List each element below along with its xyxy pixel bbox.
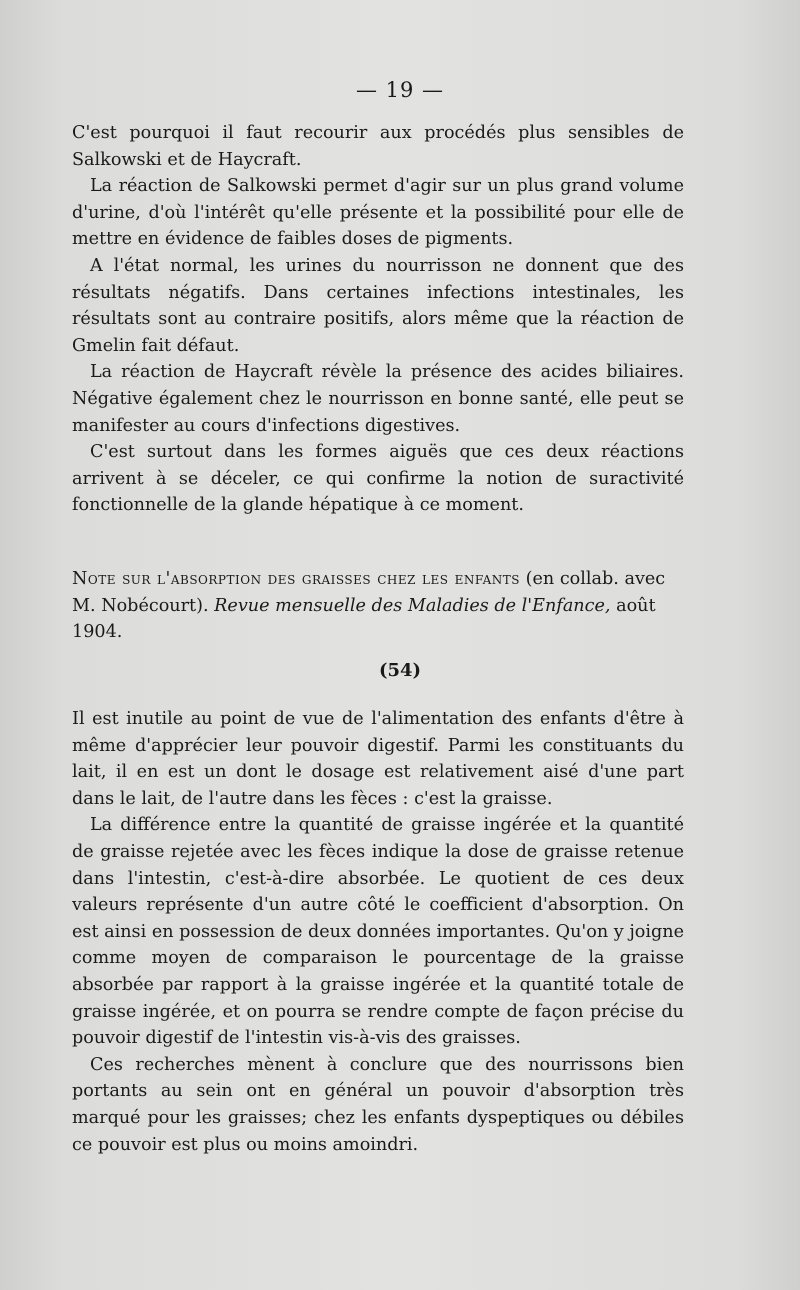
paragraph: C'est surtout dans les formes aiguës que ces deux réactions arrivent à se déceler, ce qui confirme la notion de suractivité fonctionnelle de la glande hépatique à ce moment. <box>72 442 684 516</box>
paragraph: A l'état normal, les urines du nourrisson ne donnent que des résultats négatifs. Dans certaines infections intestinales, les résultats sont au contraire positifs, alors même que la réaction de Gmelin fait défaut. <box>72 255 684 356</box>
note-collaboration: (en collab. avec M. Nobécourt). <box>72 569 666 616</box>
note-date: août 1904. <box>72 595 656 643</box>
note-title: Note sur l'absorption des graisses chez les enfants <box>72 569 521 589</box>
paragraph: Il est inutile au point de vue de l'alimentation des enfants d'être à même d'apprécier leur pouvoir digestif. Parmi les constituants du lait, il en est un dont le dosage est relativement aisé d'une part dans le lait, de l'autre dans les fèces : c'est la graisse. <box>72 709 684 809</box>
page-number: — 19 — <box>355 78 445 102</box>
bibliographic-note <box>72 566 684 646</box>
text-block-bottom <box>72 706 684 1158</box>
paragraph: La différence entre la quantité de graisse ingérée et la quantité de graisse rejetée avec les fèces indique la dose de graisse retenue dans l'intestin, c'est-à-dire absorbée. Le quotient de ces deux valeurs représente d'un autre côté le coefficient d'absorption. On est ainsi en possession de deux données importantes. Qu'on y joigne comme moyen de comparaison le pourcentage de la graisse absorbée par rapport à la graisse ingérée et la quantité totale de graisse ingérée, et on pourra se rendre compte de façon précise du pouvoir digestif de l'intestin vis-à-vis des graisses. <box>72 815 684 1049</box>
paragraph: C'est pourquoi il faut recourir aux procédés plus sensibles de Salkowski et de Haycraft. <box>72 123 684 170</box>
section-number: (54) <box>378 660 422 681</box>
paragraph: La réaction de Haycraft révèle la présence des acides biliaires. Négative également chez le nourrisson en bonne santé, elle peut se manifester au cours d'infections digestives. <box>72 362 684 436</box>
note-journal: Revue mensuelle des Maladies de l'Enfance, <box>214 595 611 616</box>
paragraph: Ces recherches mènent à conclure que des nourrissons bien portants au sein ont en général un pouvoir d'absorption très marqué pour les graisses; chez les enfants dyspeptiques ou débiles ce pouvoir est plus ou moins amoindri. <box>72 1054 684 1155</box>
text-block-top <box>72 120 684 519</box>
paragraph: La réaction de Salkowski permet d'agir sur un plus grand volume d'urine, d'où l'intérêt qu'elle présente et la possibilité pour elle de mettre en évidence de faibles doses de pigments. <box>72 176 684 250</box>
